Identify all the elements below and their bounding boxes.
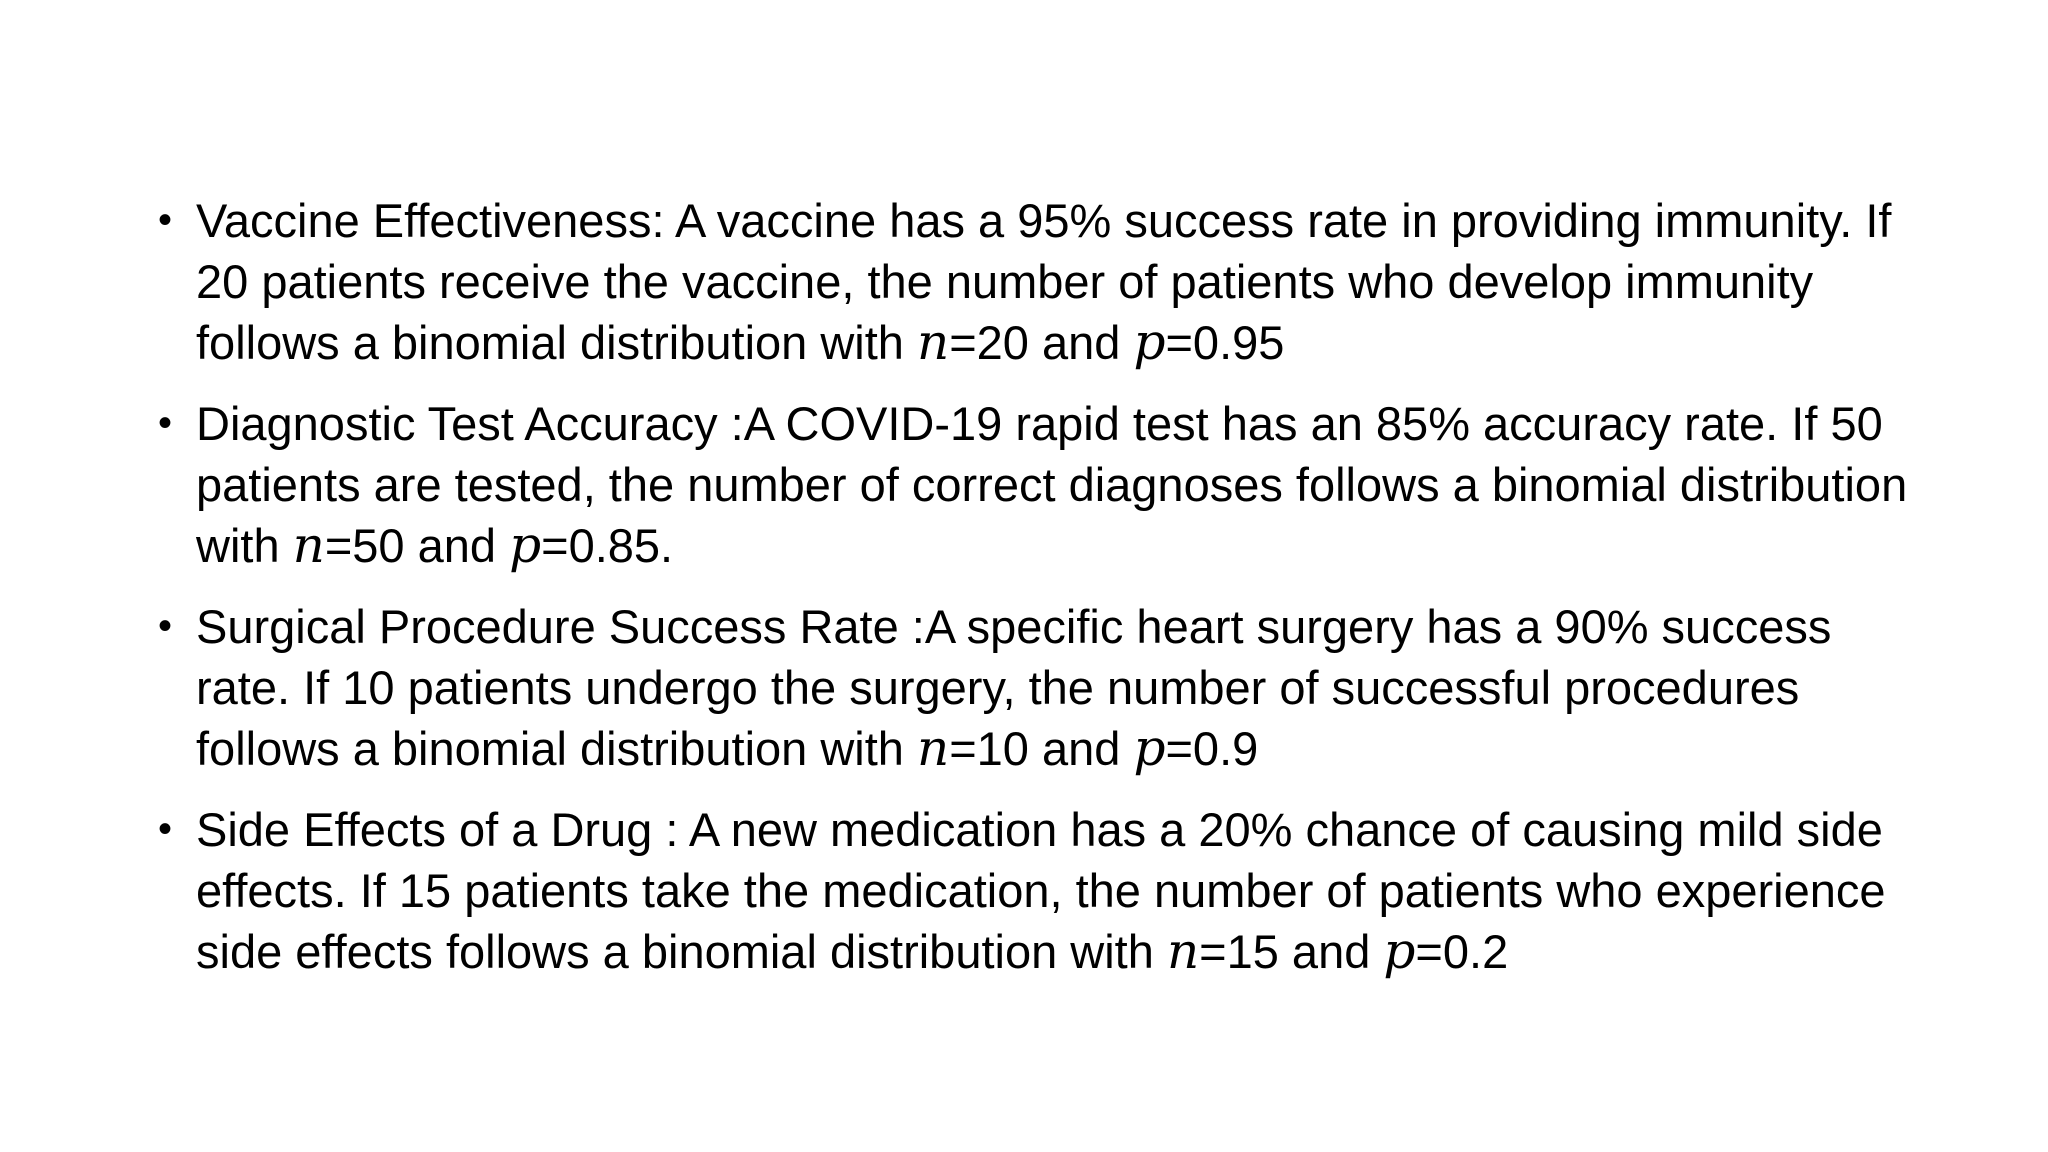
n-value: =10 and [949,722,1134,775]
p-value: =0.2 [1415,925,1509,978]
n-symbol: n [917,313,950,371]
n-value: =50 and [324,519,510,572]
p-value: =0.95 [1165,316,1285,369]
bullet-item-vaccine-effectiveness [150,190,1910,373]
n-symbol: n [917,719,950,777]
p-value: =0.85. [541,519,674,572]
n-value: =20 and [949,316,1134,369]
p-value: =0.9 [1165,722,1259,775]
bullet-dot-icon: • [158,604,173,648]
bullet-list [150,190,1910,1002]
n-symbol: n [292,516,325,574]
p-symbol: p [1133,313,1166,371]
bullet-text: Diagnostic Test Accuracy :A COVID-19 rapid test has an 85% accuracy rate. If 50 patients are tested, the number of correct diagnoses follows a binomial distribution with [196,397,1908,572]
p-symbol: p [509,516,542,574]
n-symbol: n [1166,922,1200,980]
p-symbol: p [1383,922,1416,980]
bullet-item-diagnostic-test-accuracy [150,393,1910,576]
bullet-text: Side Effects of a Drug : A new medication has a 20% chance of causing mild side effects. If 15 patients take the medication, the number of patients who experience side effects follows a binomial distribution with [196,803,1886,978]
bullet-item-drug-side-effects [150,799,1910,982]
n-value: =15 and [1199,925,1384,978]
bullet-text: Surgical Procedure Success Rate :A specific heart surgery has a 90% success rate. If 10 patients undergo the surgery, the number of successful procedures follows a binomial distribution with [196,600,1832,775]
bullet-item-surgical-success-rate [150,596,1910,779]
bullet-dot-icon: • [158,401,173,445]
p-symbol: p [1133,719,1166,777]
bullet-dot-icon: • [158,807,173,851]
bullet-dot-icon: • [158,198,173,242]
bullet-text: Vaccine Effectiveness: A vaccine has a 95% success rate in providing immunity. If 20 patients receive the vaccine, the number of patients who develop immunity follows a binomial distribution with [196,194,1892,369]
